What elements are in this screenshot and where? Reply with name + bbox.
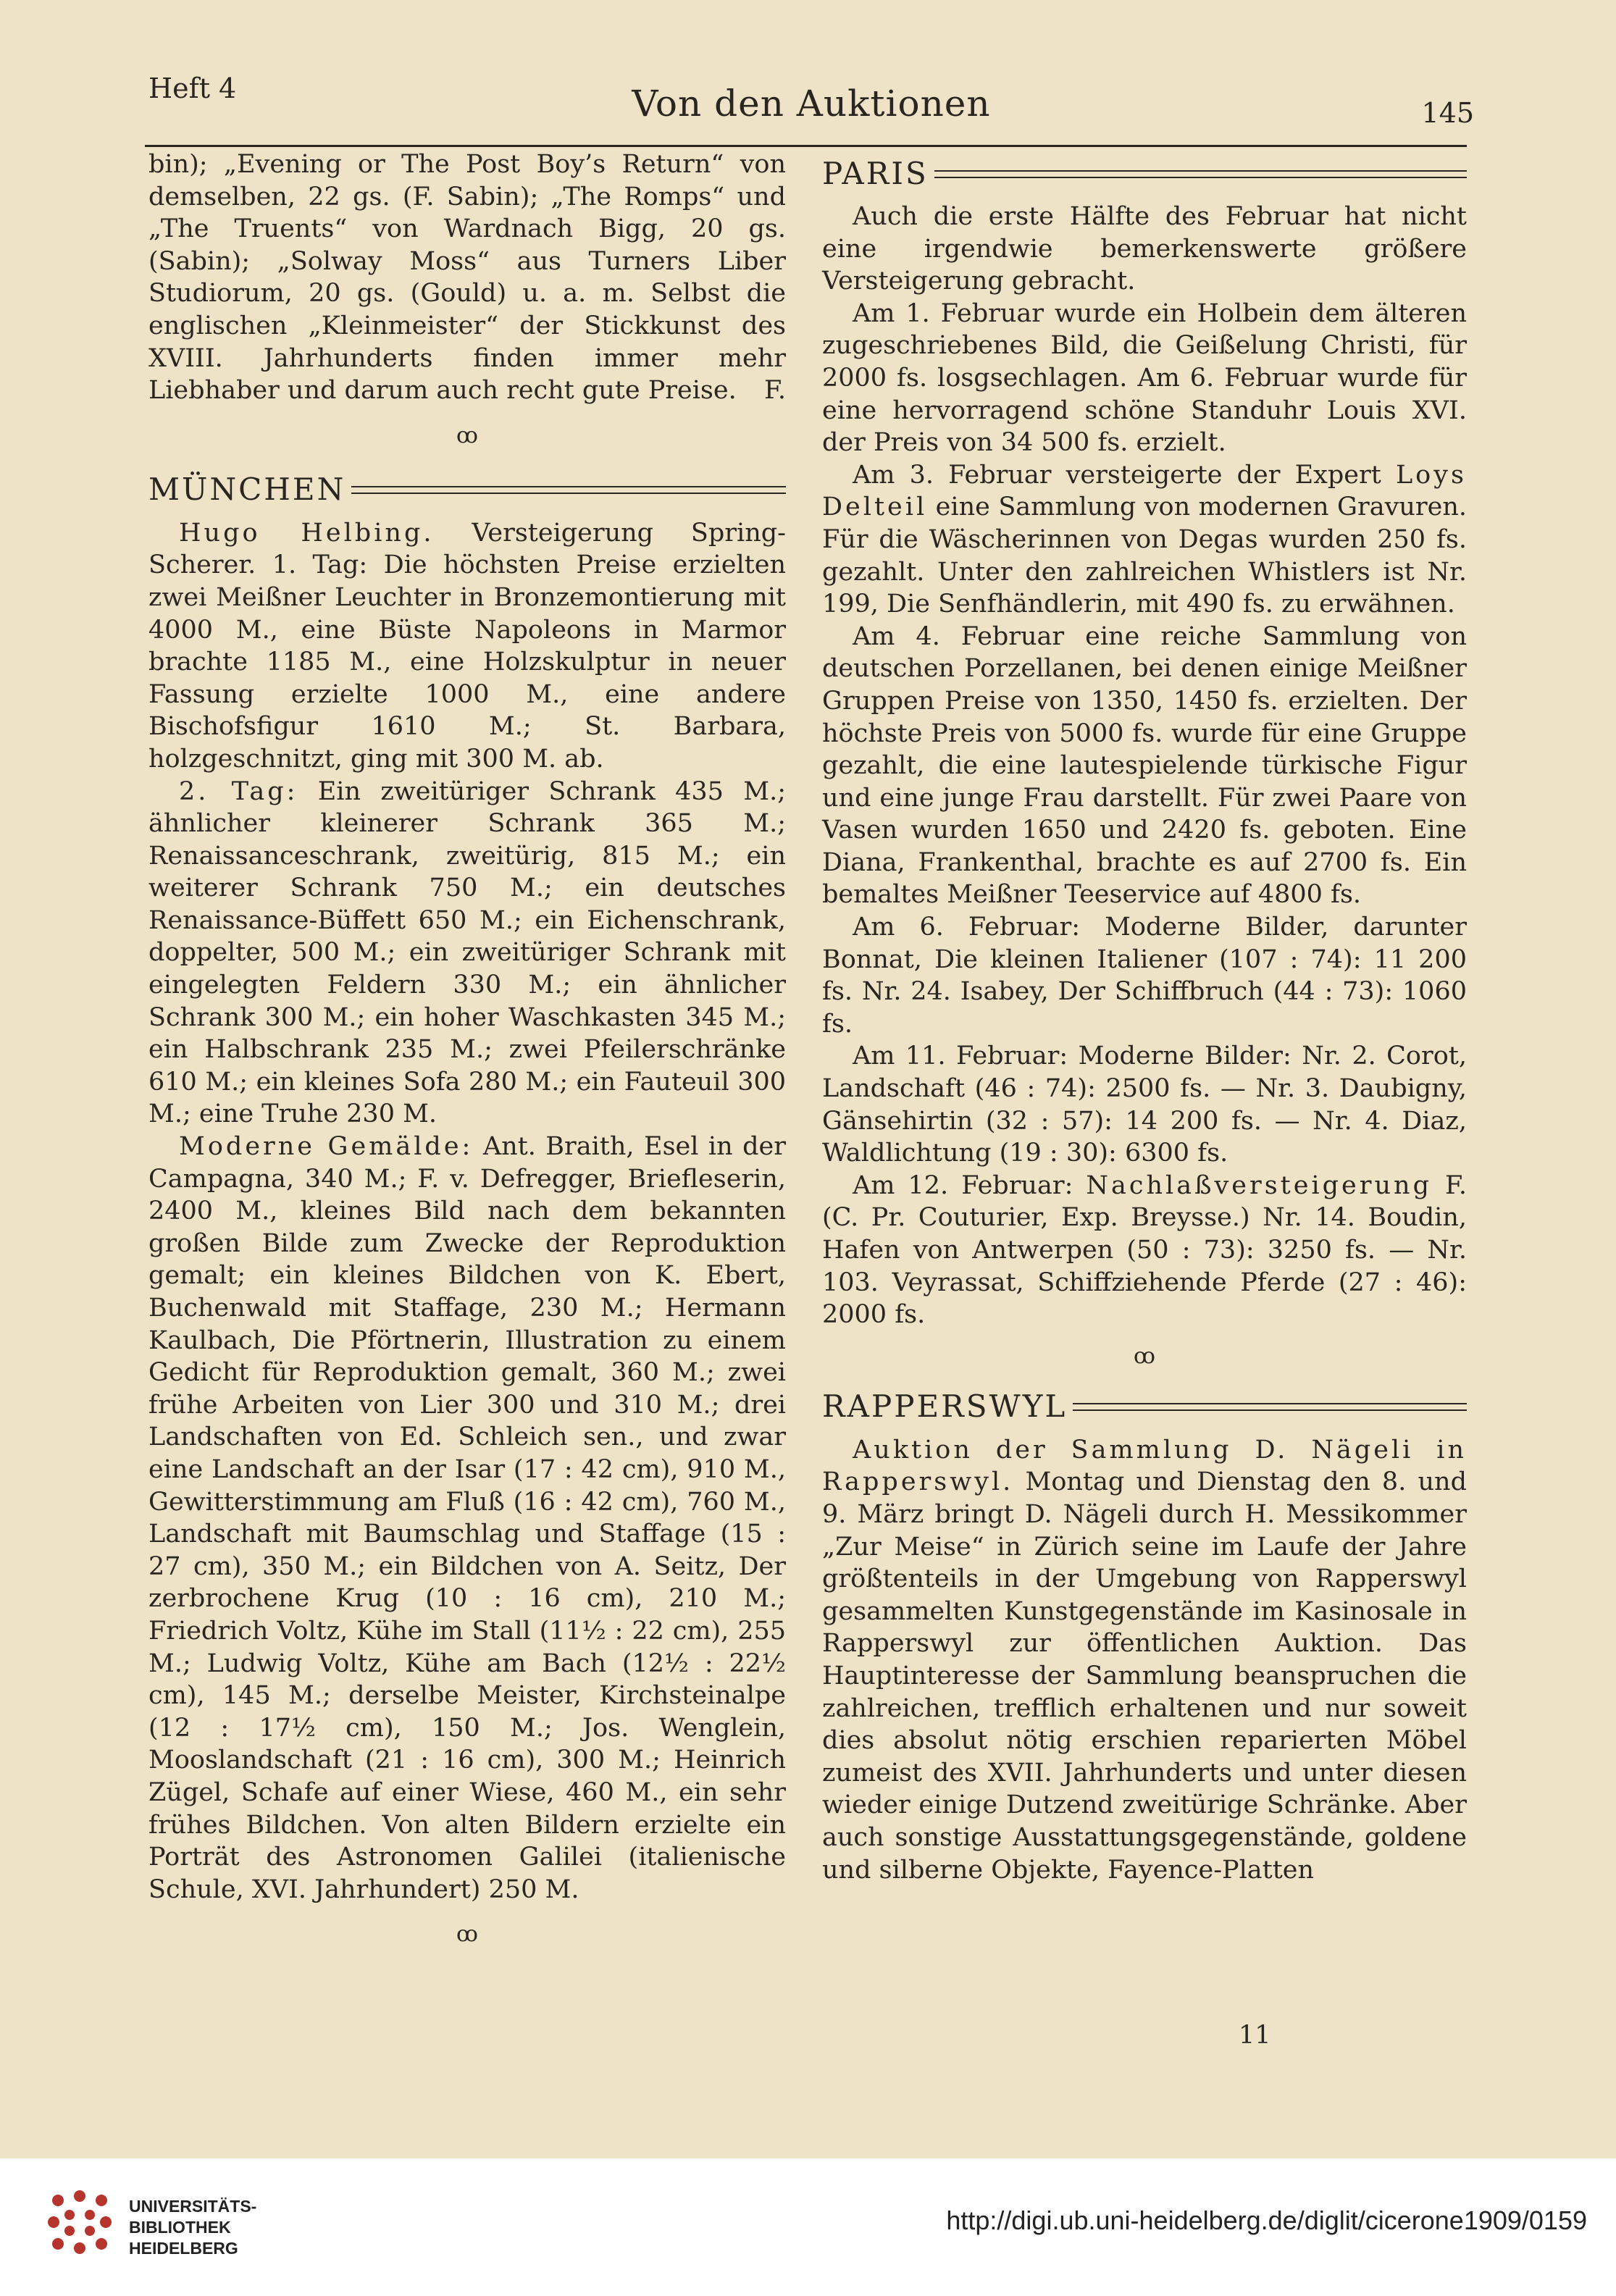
running-header bbox=[148, 67, 1474, 146]
library-name-line: HEIDELBERG bbox=[129, 2239, 238, 2258]
spaced-name: Loys Delteil bbox=[822, 460, 1467, 522]
section-title: PARIS bbox=[822, 155, 929, 191]
spaced-lead: Auktion der Sammlung D. Nägeli in Rapperswyl. bbox=[822, 1435, 1467, 1497]
heading-rule bbox=[934, 170, 1467, 178]
section-title: RAPPERSWYL bbox=[822, 1388, 1068, 1425]
paragraph bbox=[148, 517, 786, 776]
paragraph bbox=[822, 1434, 1467, 1886]
footer-bar bbox=[0, 2158, 1616, 2296]
paragraph bbox=[822, 459, 1467, 621]
paragraph bbox=[148, 1131, 786, 1906]
running-title: Von den Auktionen bbox=[632, 83, 991, 125]
section-title: MÜNCHEN bbox=[148, 472, 346, 508]
ornament: ꝏ bbox=[1134, 1343, 1155, 1369]
paragraph-text: 1. Tag: Die höchsten Preise erzielten zwei Meißner Leuchter in Bronzemontierung mit 4000 M., eine Büste Napoleons in Marmor brachte 1185 M., eine Holzskulptur in neuer Fassung erzielte 1000 M., eine andere Bischofsfigur 1610 M.; St. Barbara, holzgeschnitzt, ging mit 300 M. ab. bbox=[148, 550, 786, 774]
paragraph: Am 6. Februar: Moderne Bilder, darunter Bonnat, Die kleinen Italiener (107 : 74): 11 200 fs. Nr. 24. Isabey, Der Schiffbruch (44 : 73): 1060 fs. bbox=[822, 913, 1467, 1039]
paragraph bbox=[822, 1170, 1467, 1331]
spaced-lead: Hugo Helbing. bbox=[179, 518, 435, 548]
paragraph-text: Ein zweitüriger Schrank 435 M.; ähnlicher kleinerer Schrank 365 M.; Renaissanceschrank, zweitürig, 815 M.; ein weiterer Schrank 750 M.; ein deutsches Renaissance-Büffett 650 M.; ein Eichenschrank, doppelter, 500 M.; ein zweitüriger Schrank mit eingelegten Feldern 330 M.; ein ähnlicher Schrank 300 M.; ein hoher Waschkasten 345 M.; ein Halbschrank 235 M.; zwei Pfeilerschränke 610 M.; ein kleines Sofa 280 M.; ein Fauteuil 300 M.; eine Truhe 230 M. bbox=[148, 776, 786, 1129]
paragraph-text: F. (C. Pr. Couturier, Exp. Breysse.) Nr. 14. Boudin, Hafen von Antwerpen (50 : 73): 3250 fs. — Nr. 103. Veyrassat, Schiffziehende Pferde (27 : 46): 2000 fs. bbox=[822, 1170, 1467, 1330]
issue-label: Heft 4 bbox=[148, 72, 237, 104]
library-name-line: UNIVERSITÄTS- bbox=[129, 2197, 257, 2216]
header-rule bbox=[145, 145, 1467, 147]
spaced-lead: Moderne Gemälde: bbox=[179, 1132, 474, 1162]
paragraph-text: Am 3. Februar versteigerte der Expert bbox=[853, 460, 1381, 490]
paragraph: Auch die erste Hälfte des Februar hat nicht eine irgendwie bemerkenswerte größere Versteigerung gebracht. bbox=[822, 202, 1467, 296]
heading-rule bbox=[1073, 1403, 1467, 1411]
spaced-lead: 2. Tag: bbox=[179, 776, 298, 806]
library-name-line: BIBLIOTHEK bbox=[129, 2218, 231, 2237]
continued-text: bin); „Evening or The Post Boy’s Return“ von demselben, 22 gs. (F. Sabin); „The Romps“ und „The Truents“ von Wardnach Bigg, 20 gs. (Sabin); „Solway Moss“ aus Turners Liber Studiorum, 20 gs. (Gould) u. a. m. Selbst die englischen „Kleinmeister“ der Stickkunst des XVIII. Jahrhunderts finden immer mehr Liebhaber und darum auch recht gute Preise. bbox=[148, 150, 786, 406]
ornament: ꝏ bbox=[456, 422, 478, 448]
continued-paragraph bbox=[148, 148, 786, 407]
paragraph-text: Ant. Braith, Esel in der Campagna, 340 M.; F. v. Defregger, Briefleserin, 2400 M., kleines Bild nach dem bekannten großen Bilde zum Zwecke der Reproduktion gemalt; ein kleines Bildchen von K. Ebert, Buchenwald mit Staffage, 230 M.; Hermann Kaulbach, Die Pförtnerin, Illustration zu einem Gedicht für Reproduktion gemalt, 360 M.; zwei frühe Arbeiten von Lier 300 und 310 M.; drei Landschaften von Ed. Schleich sen., und zwar eine Landschaft an der Isar (17 : 42 cm), 910 M., Gewitterstimmung am Fluß (16 : 42 cm), 760 M., Landschaft mit Baumschlag und Staffage (15 : 27 cm), 350 M.; ein Bildchen von A. Seitz, Der zerbrochene Krug (10 : 16 cm), 210 M.; Friedrich Voltz, Kühe im Stall (11½ : 22 cm), 255 M.; Ludwig Voltz, Kühe am Bach (12½ : 22½ cm), 145 M.; derselbe Meister, Kirchsteinalpe (12 : 17½ cm), 150 M.; Jos. Wenglein, Mooslandschaft (21 : 16 cm), 300 M.; Heinrich Zügel, Schafe auf einer Wiese, 460 M., ein sehr frühes Bildchen. Von alten Bildern erzielte ein Porträt des Astronomen Galilei (italienische Schule, XVI. Jahrhundert) 250 M. bbox=[148, 1132, 786, 1904]
spaced-name: Nachlaßversteigerung bbox=[1086, 1170, 1432, 1200]
library-name bbox=[129, 2196, 256, 2259]
permalink-url[interactable]: http://digi.ub.uni-heidelberg.de/diglit/cicerone1909/0159 bbox=[946, 2205, 1587, 2235]
author-initial: F. bbox=[764, 376, 786, 406]
paragraph bbox=[148, 776, 786, 1131]
paragraph-text: eine Sammlung von modernen Gravuren. Für die Wäscherinnen von Degas wurden 250 fs. gezahlt. Unter den zahlreichen Whistlers ist Nr. 199, Die Senfhändlerin, mit 490 fs. zu erwähnen. bbox=[822, 493, 1467, 619]
section-heading-paris bbox=[822, 153, 1467, 195]
paragraph: Am 1. Februar wurde ein Holbein dem älteren zugeschriebenes Bild, die Geißelung Christi, für 2000 fs. losgsechlagen. Am 6. Februar wurde für eine hervorragend schöne Standuhr Louis XVI. der Preis von 34 500 fs. erzielt. bbox=[822, 298, 1467, 458]
lead-text: Versteigerung Spring-Scherer. bbox=[148, 518, 786, 580]
left-column bbox=[148, 148, 786, 1964]
paragraph: Am 4. Februar eine reiche Sammlung von deutschen Porzellanen, bei denen einige Meißner Gruppen Preise von 1350, 1450 fs. erzielten. Der höchste Preis von 5000 fs. wurde für eine Gruppe gezahlt, die eine lautespielende türkische Figur und eine junge Frau darstellt. Für zwei Paare von Vasen wurden 1650 und 2420 fs. geboten. Eine Diana, Frankenthal, brachte es auf 2700 fs. Ein bemaltes Meißner Teeservice auf 4800 fs. bbox=[822, 621, 1467, 910]
heading-rule bbox=[351, 486, 786, 494]
section-heading-rapperswyl bbox=[822, 1386, 1467, 1428]
paragraph-text: Montag und Dienstag den 8. und 9. März bringt D. Nägeli durch H. Messikommer „Zur Meise“ in Zürich seine im Laufe der Jahre größtenteils in der Umgebung von Rapperswyl gesammelten Kunstgegenstände im Kasinosale in Rapperswyl zur öffentlichen Auktion. Das Hauptinteresse der Sammlung beanspruchen die zahlreichen, trefflich erhaltenen und nur soweit dies absolut nötig erschien reparierten Möbel zumeist des XVII. Jahrhunderts und unter diesen wieder einige Dutzend zweitürige Schränke. Aber auch sonstige Ausstattungsgegenstände, goldene und silberne Objekte, Fayence-Platten bbox=[822, 1467, 1467, 1885]
page-number: 145 bbox=[1421, 97, 1474, 129]
paragraph: Am 11. Februar: Moderne Bilder: Nr. 2. Corot, Landschaft (46 : 74): 2500 fs. — Nr. 3. Daubigny, Gänsehirtin (32 : 57): 14 200 fs. — Nr. 4. Diaz, Waldlichtung (19 : 30): 6300 fs. bbox=[822, 1042, 1467, 1168]
ornament: ꝏ bbox=[456, 1922, 478, 1948]
sheet-signature: 11 bbox=[1239, 2021, 1271, 2050]
paragraph-text: Am 12. Februar: bbox=[853, 1170, 1073, 1200]
right-column bbox=[822, 148, 1467, 1886]
section-heading-muenchen bbox=[148, 469, 786, 511]
library-logo-icon bbox=[43, 2186, 116, 2258]
